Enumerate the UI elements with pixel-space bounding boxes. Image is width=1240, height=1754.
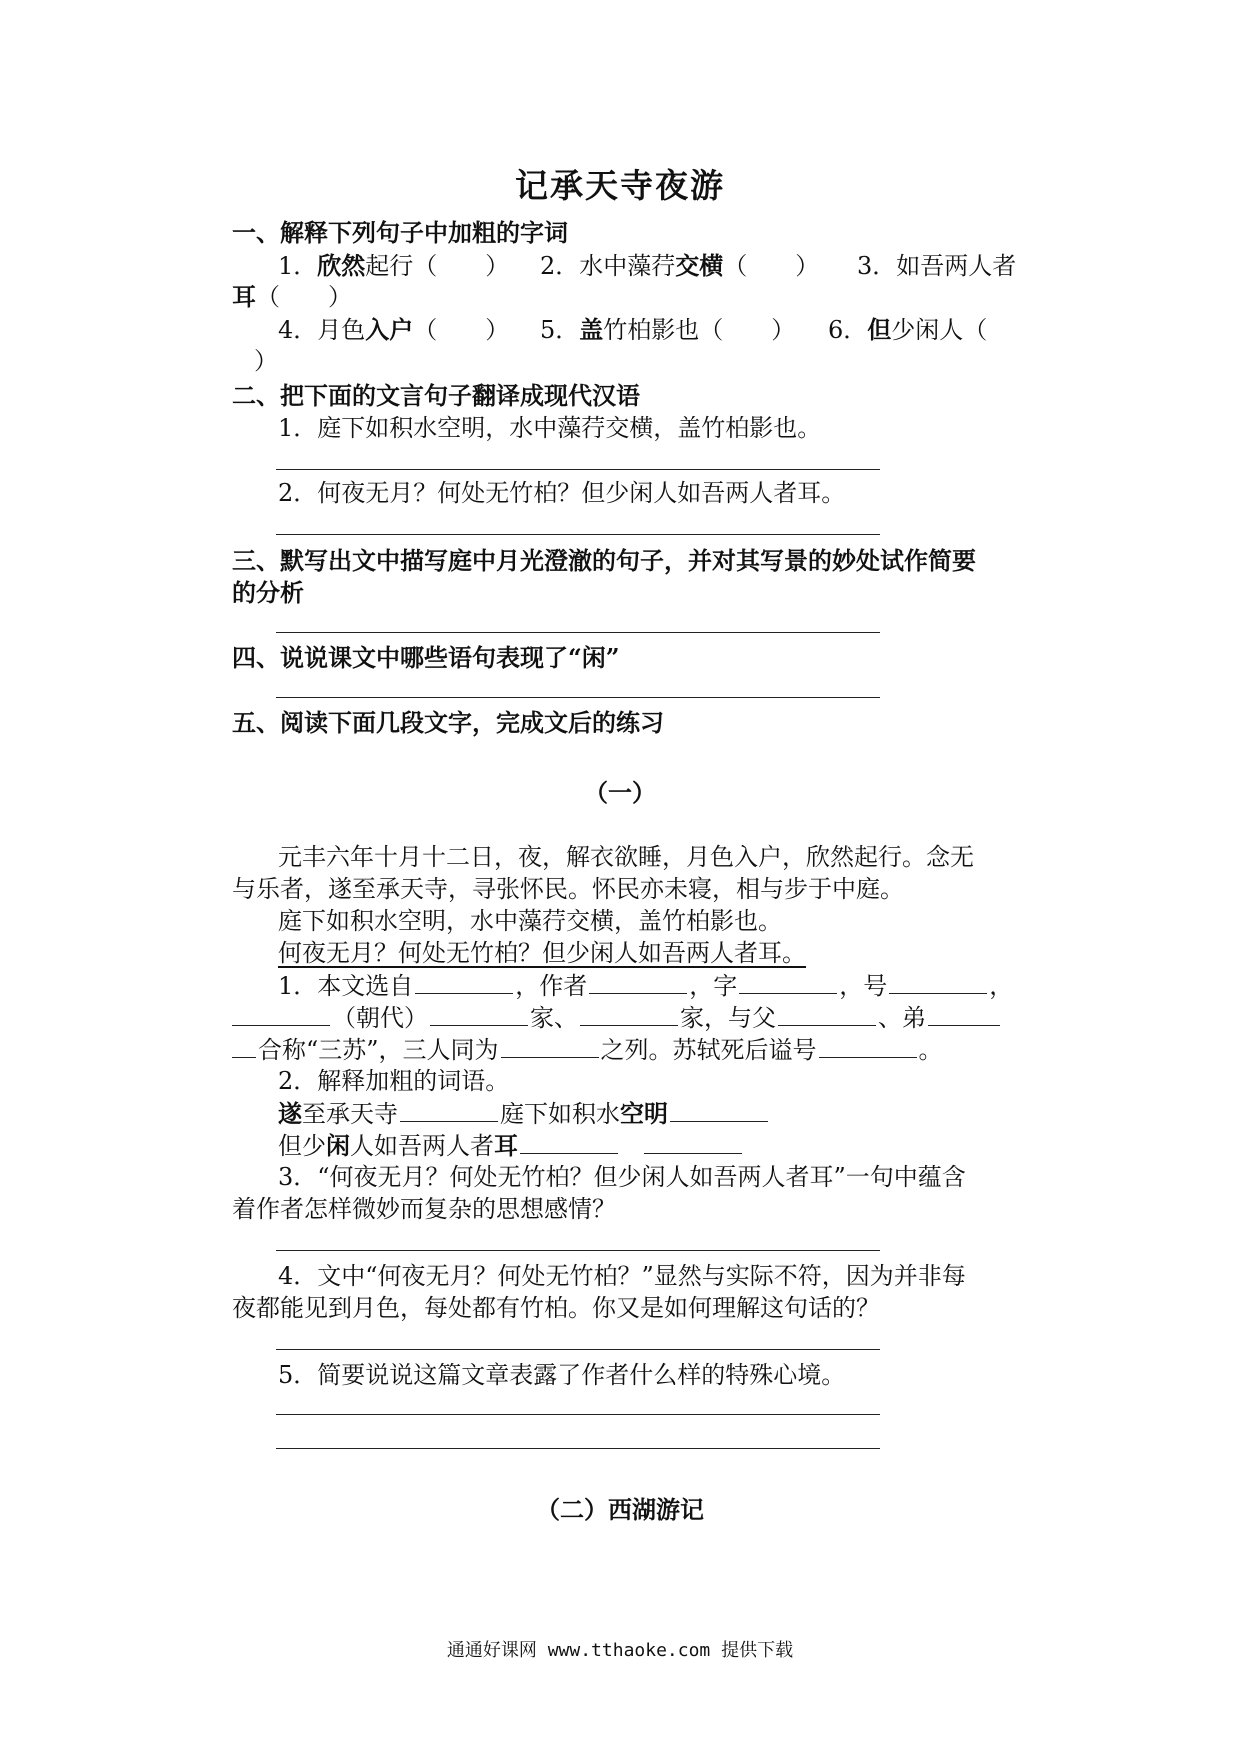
- p1-q1-line3: 合称“三苏”，三人同为 之列。苏轼死后谥号 。: [232, 1033, 943, 1066]
- fill-blank[interactable]: [819, 1033, 917, 1058]
- answer-line[interactable]: [276, 534, 880, 535]
- part-1-label: （一）: [584, 778, 656, 807]
- s1-q2: 2．水中藻荇交横（ ）: [540, 251, 820, 280]
- s1-q6-close: ）: [254, 347, 278, 375]
- fill-blank[interactable]: [670, 1097, 768, 1122]
- p1-q3: 3．“何夜无月？何处无竹柏？但少闲人如吾两人者耳”一句中蕴含: [278, 1163, 966, 1191]
- p1-q1-line1: 1．本文选自 ，作者 ，字 ，号 ，: [278, 969, 1013, 1002]
- p1-q2-words-row2: 但少闲人如吾两人者耳: [278, 1129, 744, 1162]
- s1-q6: 6．但少闲人（: [828, 315, 988, 344]
- section-3-heading: 三、默写出文中描写庭中月光澄澈的句子，并对其写景的妙处试作简要: [232, 546, 976, 575]
- section-4-heading: 四、说说课文中哪些语句表现了“闲”: [232, 643, 620, 672]
- s2-q2: 2．何夜无月？何处无竹柏？但少闲人如吾两人者耳。: [278, 479, 846, 507]
- fill-blank[interactable]: [889, 969, 987, 994]
- fill-blank[interactable]: [415, 969, 513, 994]
- s1-q5: 5．盖竹柏影也（ ）: [540, 315, 796, 344]
- p1-q1-line2: （朝代） 家、 家，与父 、弟: [232, 1001, 1002, 1034]
- section-1-heading: 一、解释下列句子中加粗的字词: [232, 218, 568, 247]
- fill-blank[interactable]: [589, 969, 687, 994]
- answer-line[interactable]: [276, 632, 880, 633]
- fill-blank[interactable]: [778, 1001, 876, 1026]
- answer-line[interactable]: [276, 469, 880, 470]
- fill-blank[interactable]: [430, 1001, 528, 1026]
- fill-blank[interactable]: [644, 1129, 742, 1154]
- s1-q3-cont: 耳（ ）: [232, 282, 352, 311]
- p1-q5: 5．简要说说这篇文章表露了作者什么样的特殊心境。: [278, 1361, 846, 1389]
- answer-line[interactable]: [276, 1414, 880, 1415]
- p1-q4: 4．文中“何夜无月？何处无竹柏？”显然与实际不符，因为并非每: [278, 1262, 966, 1290]
- p1-q2-words-row1: 遂至承天寺 庭下如积水空明: [278, 1097, 770, 1130]
- page-title: 记承天寺夜游: [515, 166, 725, 205]
- fill-blank[interactable]: [232, 1033, 256, 1058]
- fill-blank[interactable]: [520, 1129, 618, 1154]
- p1-q4-cont: 夜都能见到月色，每处都有竹柏。你又是如何理解这句话的？: [232, 1294, 880, 1322]
- s2-q1: 1．庭下如积水空明，水中藻荇交横，盖竹柏影也。: [278, 414, 822, 442]
- s1-q1: 1．欣然起行（ ）: [278, 251, 510, 280]
- part-2-label: （二）西湖游记: [536, 1495, 704, 1524]
- passage-line: 庭下如积水空明，水中藻荇交横，盖竹柏影也。: [278, 907, 782, 935]
- fill-blank[interactable]: [501, 1033, 599, 1058]
- answer-line[interactable]: [276, 1349, 880, 1350]
- section-3-heading-cont: 的分析: [232, 578, 304, 607]
- section-2-heading: 二、把下面的文言句子翻译成现代汉语: [232, 381, 640, 410]
- footer-credit: 通通好课网 www.tthaoke.com 提供下载: [446, 1640, 794, 1661]
- passage-line: 元丰六年十月十二日，夜，解衣欲睡，月色入户，欣然起行。念无: [278, 843, 974, 871]
- s1-q3: 3．如吾两人者: [857, 252, 1017, 280]
- p1-q3-cont: 着作者怎样微妙而复杂的思想感情？: [232, 1195, 616, 1223]
- answer-line[interactable]: [276, 697, 880, 698]
- answer-line[interactable]: [276, 1448, 880, 1449]
- passage-line: 与乐者，遂至承天寺，寻张怀民。怀民亦未寝，相与步于中庭。: [232, 875, 904, 903]
- fill-blank[interactable]: [739, 969, 837, 994]
- section-5-heading: 五、阅读下面几段文字，完成文后的练习: [232, 708, 664, 737]
- passage-line-underlined: 何夜无月？何处无竹柏？但少闲人如吾两人者耳。: [278, 939, 806, 967]
- fill-blank[interactable]: [580, 1001, 678, 1026]
- s1-q4: 4．月色入户（ ）: [278, 315, 510, 344]
- p1-q2-label: 2．解释加粗的词语。: [278, 1067, 510, 1095]
- fill-blank[interactable]: [232, 1001, 330, 1026]
- answer-line[interactable]: [276, 1250, 880, 1251]
- fill-blank[interactable]: [400, 1097, 498, 1122]
- fill-blank[interactable]: [928, 1001, 1000, 1026]
